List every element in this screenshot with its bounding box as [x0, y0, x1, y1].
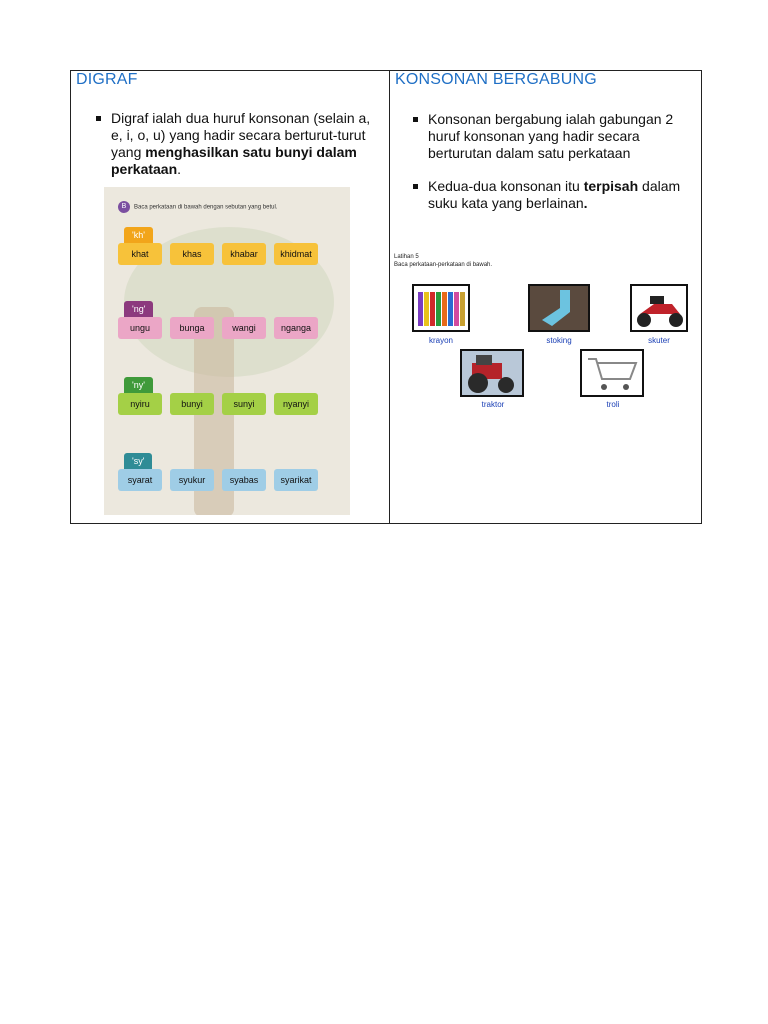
- label-krayon: krayon: [428, 336, 453, 345]
- word-card: [274, 393, 318, 415]
- word-text: khabar: [230, 249, 258, 259]
- word-text: syabas: [229, 475, 259, 485]
- word-card: [170, 393, 214, 415]
- tag-ny: 'ny': [124, 377, 153, 393]
- word-text: bunyi: [181, 399, 203, 409]
- words-sy: [118, 469, 318, 491]
- word-card: [170, 243, 214, 265]
- word-text: nyiru: [130, 399, 150, 409]
- tag-kh: 'kh': [124, 227, 153, 243]
- label-skuter: skuter: [648, 336, 670, 345]
- definition-end: .: [177, 161, 182, 177]
- word-text: ungu: [129, 323, 151, 333]
- word-card: [274, 317, 318, 339]
- digraf-exercise-image: [104, 187, 350, 515]
- trolley-icon: [582, 351, 642, 395]
- konsonan-note: [410, 178, 696, 212]
- definition-text: Digraf ialah dua huruf konsonan (selain a, e, i, o, u) yang hadir secara berturut-turut yang: [111, 110, 371, 160]
- word-card: [222, 317, 266, 339]
- word-card: [118, 317, 162, 339]
- word-text: wangi: [232, 323, 256, 333]
- word-text: khidmat: [280, 249, 312, 259]
- digraf-column: [71, 71, 390, 523]
- crayon-icon: [414, 286, 468, 330]
- word-text: bunga: [179, 323, 205, 333]
- content-table: [70, 70, 702, 524]
- word-text: sunyi: [233, 399, 255, 409]
- note-dot: .: [583, 195, 588, 211]
- word-card: [274, 469, 318, 491]
- word-card: [118, 393, 162, 415]
- definition-text: Konsonan bergabung ialah gabungan 2 huruf konsonan yang hadir secara berturutan dalam satu perkataan: [428, 111, 674, 161]
- tractor-picture: [460, 349, 524, 397]
- konsonan-definition: [410, 111, 696, 162]
- digraf-definition: [93, 110, 385, 178]
- words-kh: [118, 243, 318, 265]
- word-card: [118, 469, 162, 491]
- word-text: nganga: [280, 323, 312, 333]
- word-text: syukur: [178, 475, 206, 485]
- words-ng: [118, 317, 318, 339]
- note-text-end: dalam suku kata yang berlainan: [428, 178, 681, 211]
- tractor-icon: [462, 351, 522, 395]
- exercise-badge: B: [118, 201, 130, 213]
- words-ny: [118, 393, 318, 415]
- word-card: [170, 469, 214, 491]
- sock-icon: [530, 286, 588, 330]
- label-traktor: traktor: [481, 400, 505, 409]
- word-card: [118, 243, 162, 265]
- sock-picture: [528, 284, 590, 332]
- trolley-picture: [580, 349, 644, 397]
- exercise-instruction: Baca perkataan-perkataan di bawah.: [394, 262, 493, 268]
- exercise-title: Latihan 5: [394, 254, 419, 260]
- word-card: [222, 469, 266, 491]
- word-card: [170, 317, 214, 339]
- exercise-instruction: Baca perkataan di bawah dengan sebutan yang betul.: [134, 204, 278, 211]
- konsonan-heading: KONSONAN BERGABUNG: [395, 71, 597, 88]
- exercise-header: [118, 201, 277, 213]
- digraf-bullets: [93, 110, 385, 192]
- word-text: syarat: [127, 475, 153, 485]
- konsonan-column: [390, 71, 701, 523]
- note-text: Kedua-dua konsonan itu: [428, 178, 584, 194]
- word-text: khas: [182, 249, 202, 259]
- konsonan-bullets: [410, 111, 696, 226]
- scooter-icon: [632, 286, 686, 330]
- word-card: [222, 393, 266, 415]
- crayon-picture: [412, 284, 470, 332]
- word-text: khat: [131, 249, 149, 259]
- word-text: syarikat: [280, 475, 312, 485]
- note-bold: terpisah: [583, 178, 639, 194]
- tag-ng: 'ng': [124, 301, 153, 317]
- tag-sy: 'sy': [124, 453, 152, 469]
- definition-bold: menghasilkan satu bunyi dalam perkataan: [111, 144, 357, 177]
- scooter-picture: [630, 284, 688, 332]
- label-troli: troli: [606, 400, 620, 409]
- konsonan-exercise-image: [394, 254, 694, 414]
- digraf-heading: DIGRAF: [76, 71, 138, 88]
- word-card: [274, 243, 318, 265]
- label-stoking: stoking: [546, 336, 572, 345]
- word-card: [222, 243, 266, 265]
- word-text: nyanyi: [282, 399, 309, 409]
